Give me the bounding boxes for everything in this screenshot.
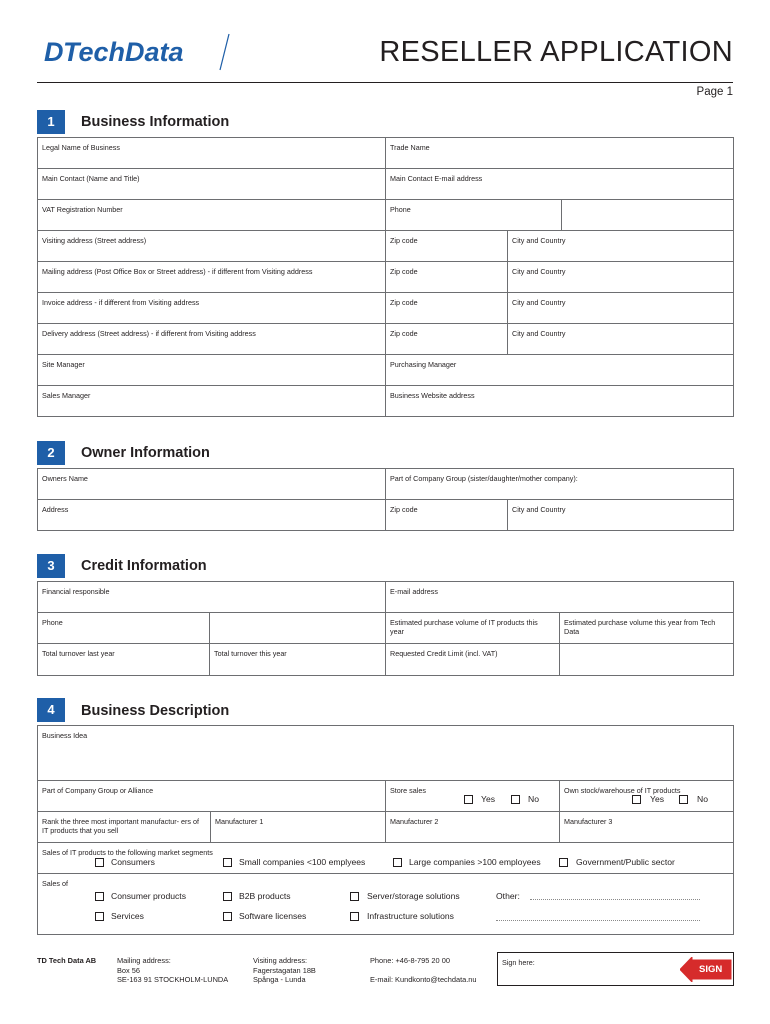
mailing-label: Mailing address:	[117, 956, 171, 965]
government-checkbox[interactable]	[559, 858, 568, 867]
group-alliance-field[interactable]	[37, 780, 386, 812]
store-sales-no-label: No	[528, 794, 539, 804]
credit-limit-value-field[interactable]	[559, 643, 734, 676]
owners-name-field[interactable]	[37, 468, 386, 500]
trade-name-label: Trade Name	[390, 143, 430, 152]
own-stock-no-label: No	[697, 794, 708, 804]
store-sales-label: Store sales	[390, 786, 426, 795]
rank-manufacturers-field	[37, 811, 211, 843]
other-label: Other:	[496, 891, 520, 901]
section-3-title: Credit Information	[81, 558, 207, 574]
visiting-line-1: Fagerstagatan 18B	[253, 965, 316, 975]
delivery-zip-field[interactable]	[385, 323, 508, 355]
owners-name-label: Owners Name	[42, 474, 88, 483]
website-label: Business Website address	[390, 391, 475, 400]
purchasing-manager-label: Purchasing Manager	[390, 360, 457, 369]
section-4-title: Business Description	[81, 703, 230, 719]
turnover-last-field[interactable]	[37, 643, 210, 676]
svg-text:D: D	[44, 37, 64, 67]
sign-here-label: Sign here:	[502, 958, 535, 967]
section-3-number: 3	[37, 554, 65, 578]
visiting-address-field[interactable]	[37, 230, 386, 262]
own-stock-label: Own stock/warehouse of IT products	[564, 786, 681, 795]
credit-phone-label: Phone	[42, 618, 63, 627]
invoice-zip-field[interactable]	[385, 292, 508, 324]
small-companies-checkbox[interactable]	[223, 858, 232, 867]
financial-responsible-label: Financial responsible	[42, 587, 110, 596]
services-checkbox[interactable]	[95, 912, 104, 921]
sign-button[interactable]	[680, 957, 732, 982]
delivery-address-label: Delivery address (Street address) - if different from Visiting address	[42, 329, 256, 338]
other-input-line[interactable]	[530, 899, 700, 900]
financial-responsible-field[interactable]	[37, 581, 386, 613]
infrastructure-checkbox[interactable]	[350, 912, 359, 921]
consumer-products-checkbox[interactable]	[95, 892, 104, 901]
est-td-label: Estimated purchase volume this year from Tech Data	[564, 618, 716, 636]
server-storage-label: Server/storage solutions	[367, 891, 460, 901]
sales-manager-field[interactable]	[37, 385, 386, 417]
credit-phone-extra-field[interactable]	[209, 612, 386, 644]
legal-name-label: Legal Name of Business	[42, 143, 120, 152]
phone-extra-field[interactable]	[561, 199, 734, 231]
city-label: City and Country	[512, 236, 566, 245]
visiting-city-field[interactable]	[507, 230, 734, 262]
footer-phone: Phone: +46-8-795 20 00	[370, 956, 450, 965]
sales-of-field	[37, 873, 734, 935]
invoice-address-field[interactable]	[37, 292, 386, 324]
footer-email: E-mail: Kundkonto@techdata.nu	[370, 975, 477, 984]
mailing-city-field[interactable]	[507, 261, 734, 293]
sales-of-label: Sales of	[42, 879, 68, 888]
mailing-line-1: Box 56	[117, 965, 141, 975]
city-label: City and Country	[512, 267, 566, 276]
turnover-this-field[interactable]	[209, 643, 386, 676]
section-4-number: 4	[37, 698, 65, 722]
company-group-label: Part of Company Group (sister/daughter/mother company):	[390, 474, 578, 483]
mailing-address-label: Mailing address (Post Office Box or Street address) - if different from Visiting address	[42, 267, 313, 276]
visiting-zip-field[interactable]	[385, 230, 508, 262]
svg-text:TechData: TechData	[63, 37, 184, 67]
consumer-products-label: Consumer products	[111, 891, 186, 901]
legal-name-field[interactable]	[37, 137, 386, 169]
business-idea-field[interactable]	[37, 725, 734, 781]
large-companies-checkbox[interactable]	[393, 858, 402, 867]
visiting-address-label: Visiting address (Street address)	[42, 236, 147, 245]
consumers-label: Consumers	[111, 857, 155, 867]
est-volume-label: Estimated purchase volume of IT products this year	[390, 618, 538, 636]
zip-label: Zip code	[390, 298, 418, 307]
page-number: Page 1	[696, 86, 733, 98]
credit-phone-field[interactable]	[37, 612, 210, 644]
est-volume-field[interactable]	[385, 612, 560, 644]
manufacturer-3-field[interactable]	[559, 811, 734, 843]
main-email-label: Main Contact E-mail address	[390, 174, 483, 183]
services-label: Services	[111, 911, 144, 921]
mailing-zip-field[interactable]	[385, 261, 508, 293]
b2b-products-checkbox[interactable]	[223, 892, 232, 901]
owner-city-field[interactable]	[507, 499, 734, 531]
software-licenses-checkbox[interactable]	[223, 912, 232, 921]
zip-label: Zip code	[390, 505, 418, 514]
city-label: City and Country	[512, 329, 566, 338]
credit-email-label: E-mail address	[390, 587, 438, 596]
vat-field[interactable]	[37, 199, 386, 231]
footer-mailing	[117, 956, 228, 985]
sign-button-label: SIGN	[699, 964, 723, 975]
software-licenses-label: Software licenses	[239, 911, 307, 921]
store-sales-yes-checkbox[interactable]	[464, 795, 473, 804]
infrastructure-label: Infrastructure solutions	[367, 911, 454, 921]
store-sales-yes-label: Yes	[481, 794, 496, 804]
manufacturer-2-label: Manufacturer 2	[390, 817, 439, 826]
rank-manufacturers-label: Rank the three most important manufactur- ers of IT products that you sell	[42, 817, 199, 835]
turnover-last-label: Total turnover last year	[42, 649, 115, 658]
store-sales-no-checkbox[interactable]	[511, 795, 520, 804]
other-input-line-2[interactable]	[496, 920, 700, 921]
owner-zip-field[interactable]	[385, 499, 508, 531]
trade-name-field[interactable]	[385, 137, 734, 169]
zip-label: Zip code	[390, 236, 418, 245]
b2b-products-label: B2B products	[239, 891, 291, 901]
phone-label: Phone	[390, 205, 411, 214]
city-label: City and Country	[512, 505, 566, 514]
own-stock-yes-checkbox[interactable]	[632, 795, 641, 804]
mailing-address-field[interactable]	[37, 261, 386, 293]
section-1-title: Business Information	[81, 114, 230, 130]
section-1-number: 1	[37, 110, 65, 134]
page-title: RESELLER APPLICATION	[379, 36, 733, 68]
market-segments-label: Sales of IT products to the following market segments	[42, 848, 213, 857]
small-companies-label: Small companies <100 emplyees	[239, 857, 366, 867]
turnover-this-label: Total turnover this year	[214, 649, 287, 658]
site-manager-field[interactable]	[37, 354, 386, 386]
section-2-number: 2	[37, 441, 65, 465]
site-manager-label: Site Manager	[42, 360, 85, 369]
visiting-line-2: Spånga - Lunda	[253, 975, 306, 984]
footer-visiting	[253, 956, 316, 985]
credit-limit-label: Requested Credit Limit (incl. VAT)	[390, 649, 498, 658]
invoice-address-label: Invoice address - if different from Visiting address	[42, 298, 200, 307]
delivery-city-field[interactable]	[507, 323, 734, 355]
server-storage-checkbox[interactable]	[350, 892, 359, 901]
website-field[interactable]	[385, 385, 734, 417]
credit-email-field[interactable]	[385, 581, 734, 613]
techdata-logo	[44, 30, 239, 72]
mailing-line-2: SE-163 91 STOCKHOLM-LUNDA	[117, 975, 229, 984]
manufacturer-1-field[interactable]	[210, 811, 386, 843]
delivery-address-field[interactable]	[37, 323, 386, 355]
manufacturer-2-field[interactable]	[385, 811, 560, 843]
phone-field[interactable]	[385, 199, 562, 231]
main-contact-label: Main Contact (Name and Title)	[42, 174, 140, 183]
vat-label: VAT Registration Number	[42, 205, 123, 214]
footer-company: TD Tech Data AB	[37, 956, 97, 965]
invoice-city-field[interactable]	[507, 292, 734, 324]
owner-address-label: Address	[42, 505, 69, 514]
owner-address-field[interactable]	[37, 499, 386, 531]
company-group-field[interactable]	[385, 468, 734, 500]
manufacturer-1-label: Manufacturer 1	[215, 817, 264, 826]
own-stock-yes-label: Yes	[650, 794, 665, 804]
government-label: Government/Public sector	[576, 857, 675, 867]
consumers-checkbox[interactable]	[95, 858, 104, 867]
zip-label: Zip code	[390, 329, 418, 338]
main-email-field[interactable]	[385, 168, 734, 200]
purchasing-manager-field[interactable]	[385, 354, 734, 386]
est-td-field[interactable]	[559, 612, 734, 644]
group-alliance-label: Part of Company Group or Alliance	[42, 786, 154, 795]
sales-manager-label: Sales Manager	[42, 391, 91, 400]
large-companies-label: Large companies >100 employees	[409, 857, 541, 867]
zip-label: Zip code	[390, 267, 418, 276]
visiting-label: Visiting address:	[253, 956, 308, 965]
header-rule	[37, 82, 733, 83]
credit-limit-field[interactable]	[385, 643, 560, 676]
own-stock-no-checkbox[interactable]	[679, 795, 688, 804]
business-idea-label: Business Idea	[42, 731, 88, 740]
city-label: City and Country	[512, 298, 566, 307]
main-contact-field[interactable]	[37, 168, 386, 200]
manufacturer-3-label: Manufacturer 3	[564, 817, 613, 826]
section-2-title: Owner Information	[81, 445, 210, 461]
